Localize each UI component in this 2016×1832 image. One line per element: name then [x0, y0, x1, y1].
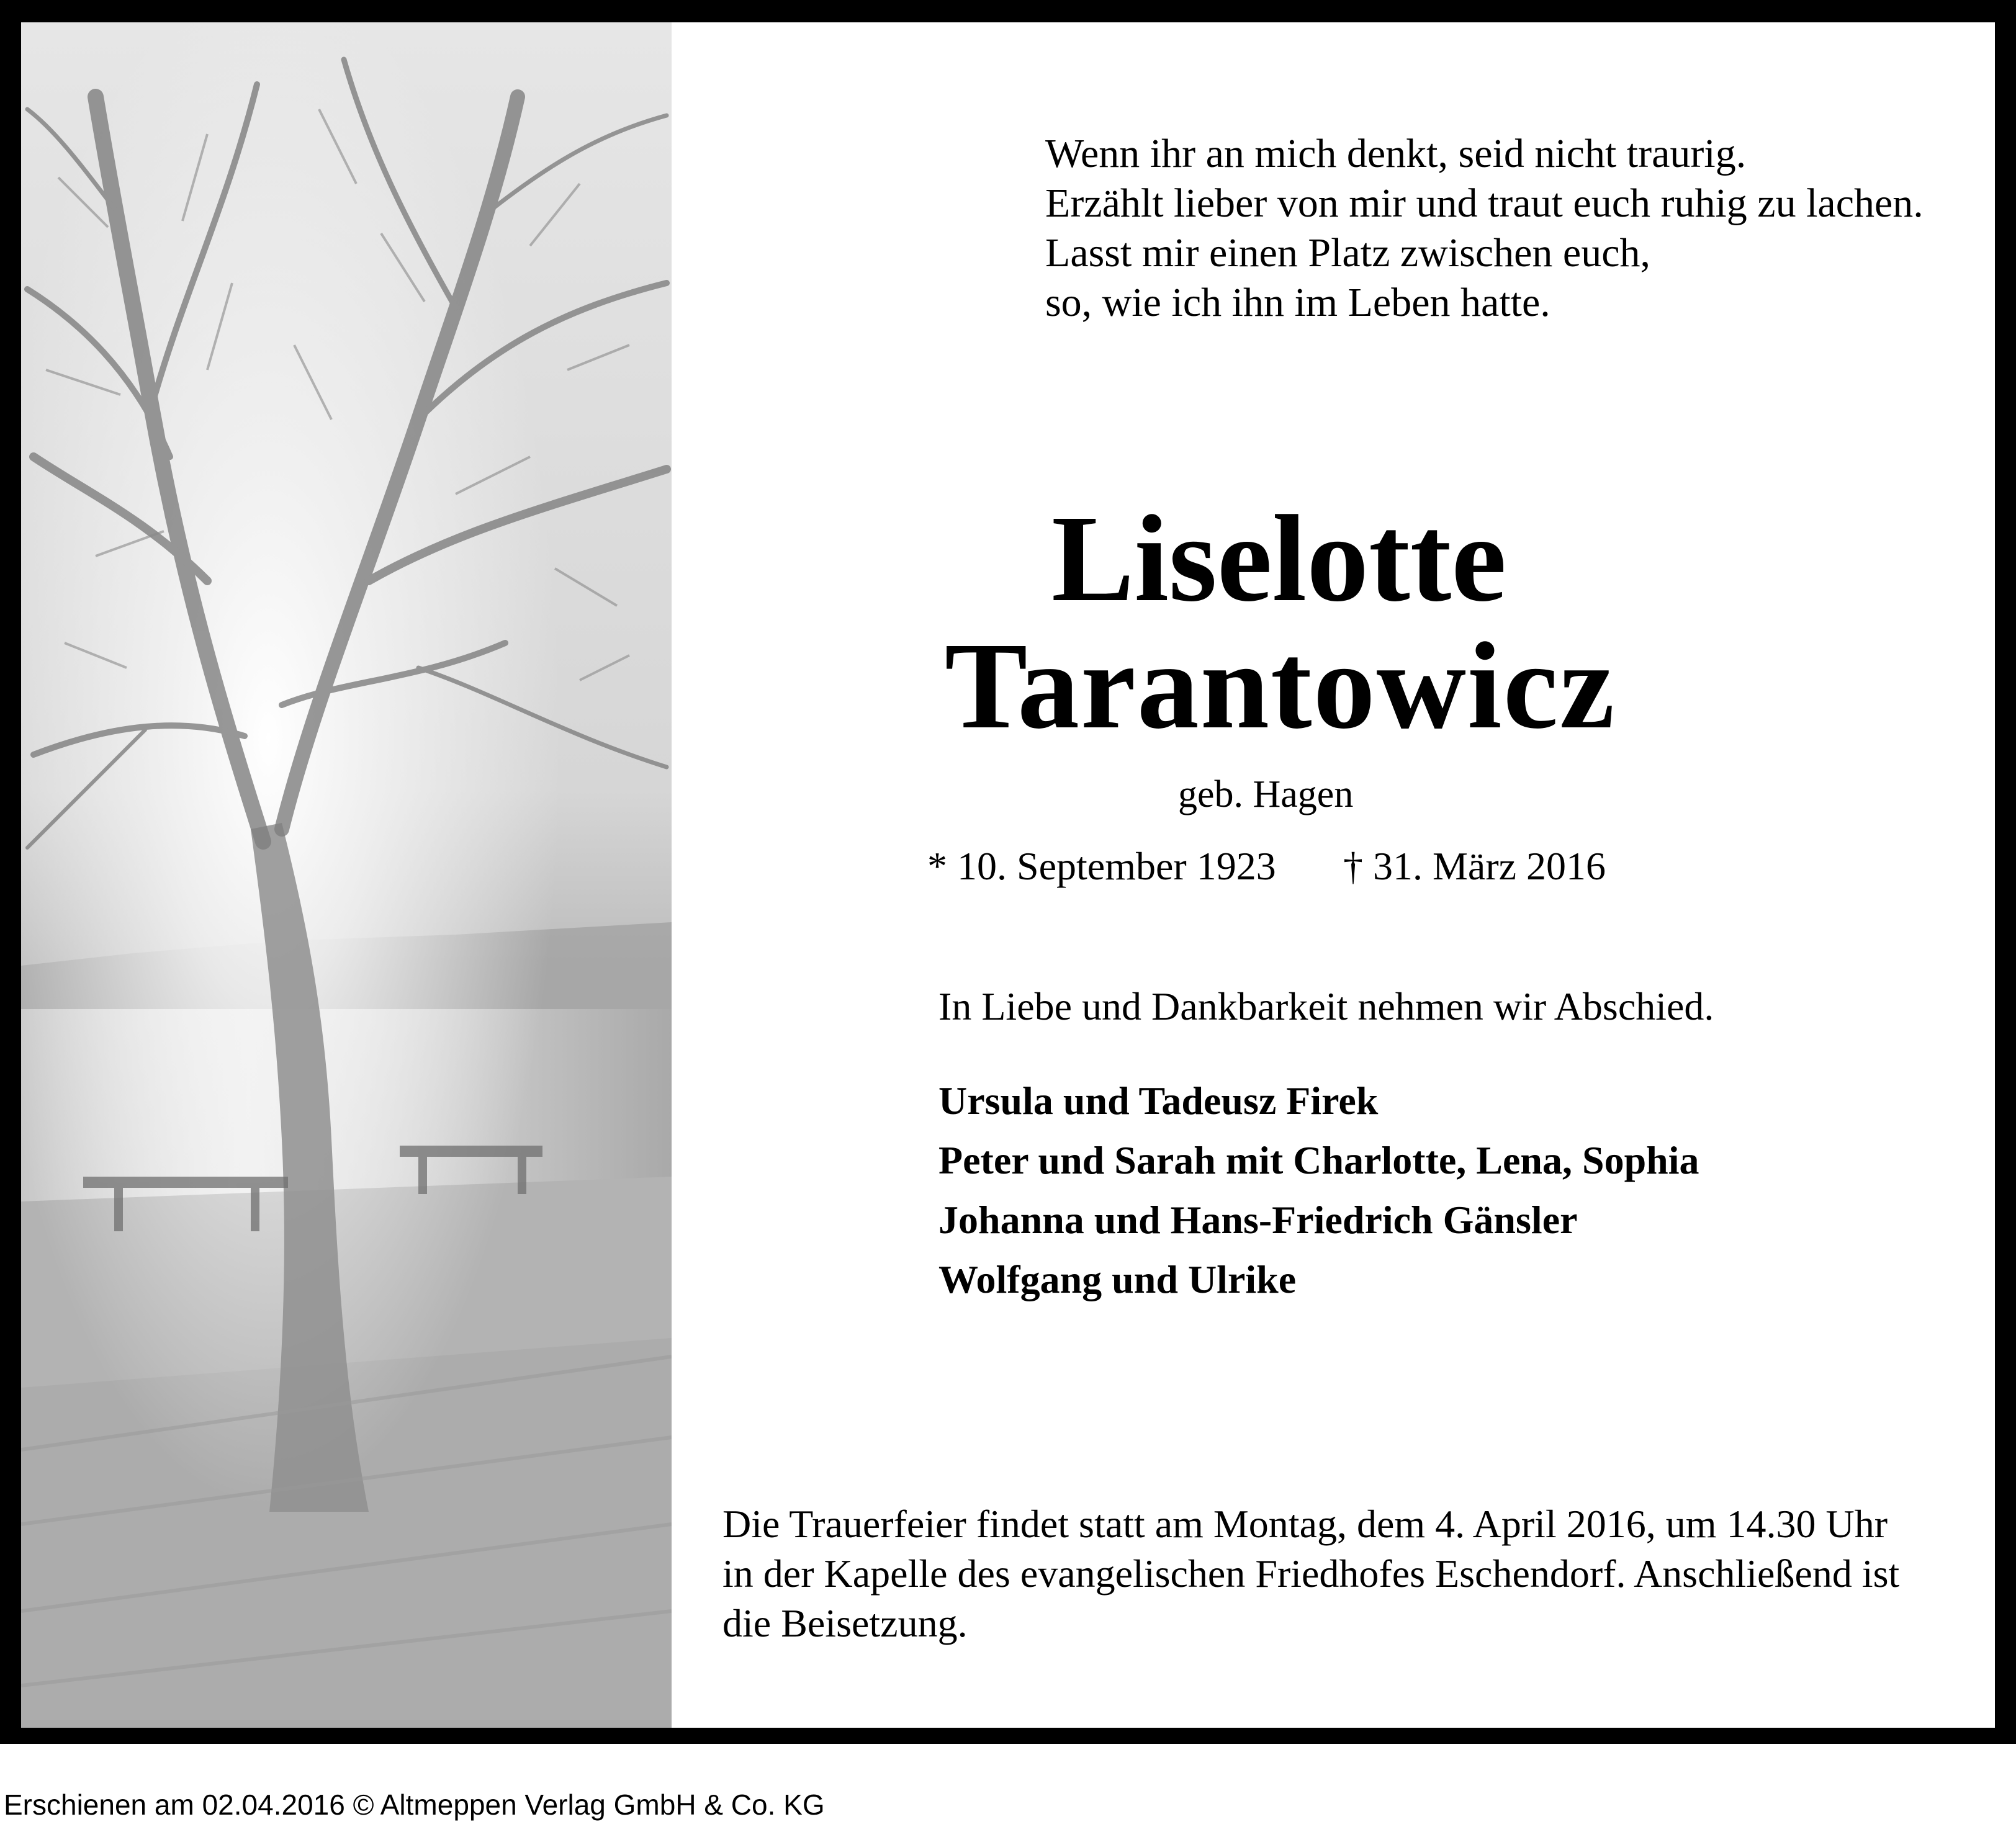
- poem-line: Wenn ihr an mich denkt, seid nicht traurig.: [1045, 131, 1747, 176]
- farewell-text: In Liebe und Dankbarkeit nehmen wir Abschied.: [938, 984, 1714, 1028]
- mourners-list: [938, 1071, 1699, 1309]
- publication-footer: Erschienen am 02.04.2016 © Altmeppen Verlag GmbH & Co. KG: [4, 1789, 825, 1821]
- tree-lake-photo: [21, 22, 672, 1728]
- deceased-last-name: Tarantowicz: [945, 617, 1616, 755]
- mourner-entry: Wolfgang und Ulrike: [938, 1257, 1297, 1301]
- mourner-entry: Johanna und Hans-Friedrich Gänsler: [938, 1198, 1578, 1242]
- birth-date: * 10. September 1923: [927, 844, 1276, 888]
- service-line: die Beisetzung.: [722, 1601, 968, 1645]
- service-line: in der Kapelle des evangelischen Friedhofes Eschendorf. Anschließend ist: [722, 1551, 1900, 1596]
- poem-line: so, wie ich ihn im Leben hatte.: [1045, 280, 1550, 325]
- poem: [1045, 129, 1924, 328]
- death-date: † 31. März 2016: [1343, 844, 1606, 888]
- service-line: Die Trauerfeier findet statt am Montag, dem 4. April 2016, um 14.30 Uhr: [722, 1502, 1888, 1546]
- mourner-entry: Peter und Sarah mit Charlotte, Lena, Sophia: [938, 1138, 1699, 1182]
- deceased-maiden-name: geb. Hagen: [1178, 773, 1354, 815]
- tree-photo-image: [21, 22, 672, 1728]
- deceased-first-name: Liselotte: [1051, 490, 1507, 627]
- poem-line: Lasst mir einen Platz zwischen euch,: [1045, 230, 1651, 276]
- funeral-service-info: [722, 1499, 1970, 1648]
- poem-line: Erzählt lieber von mir und traut euch ruhig zu lachen.: [1045, 181, 1924, 226]
- mourner-entry: Ursula und Tadeusz Firek: [938, 1079, 1379, 1123]
